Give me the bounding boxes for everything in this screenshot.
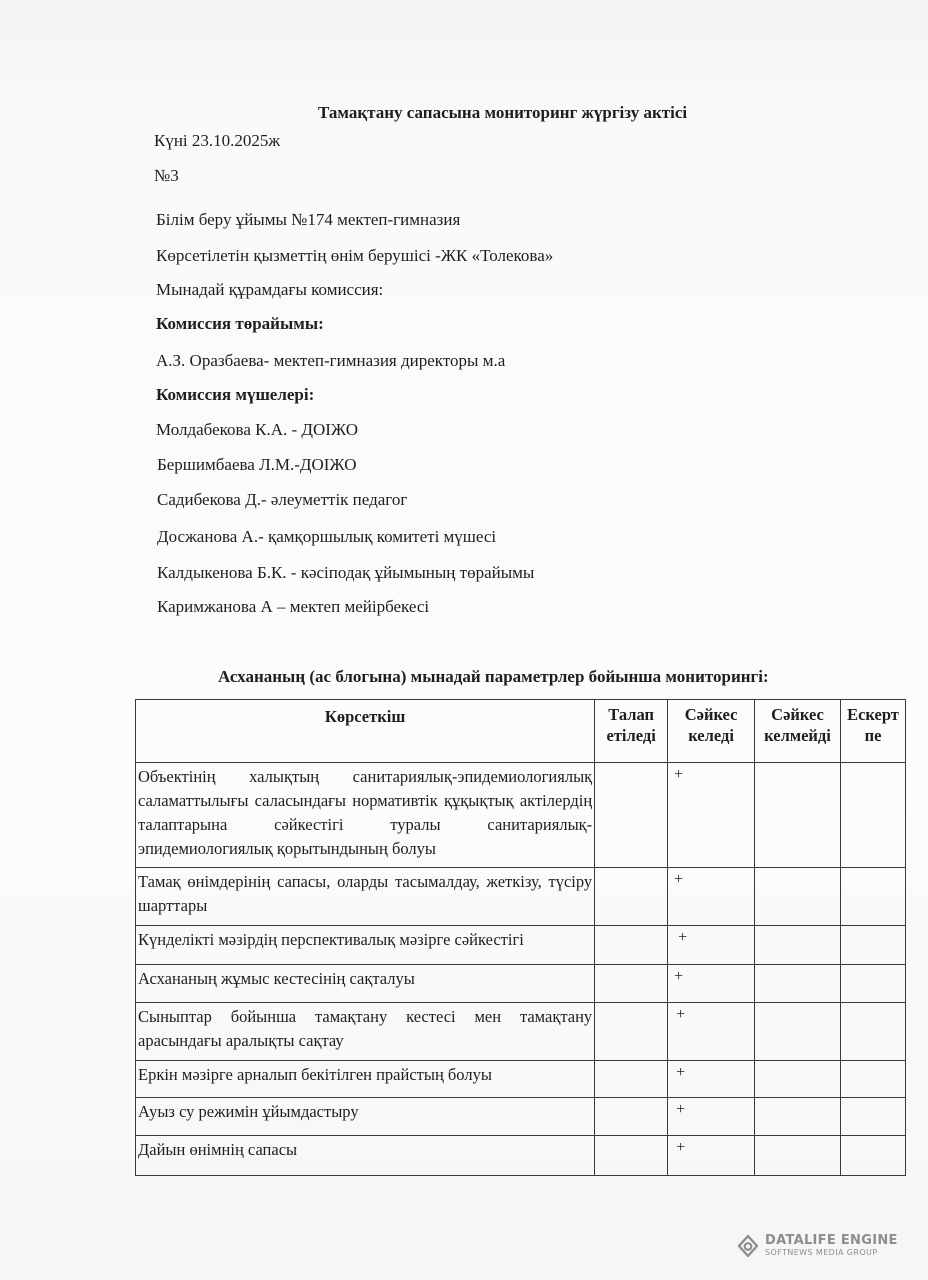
indicator-cell: Асхананың жұмыс кестесінің сақталуы <box>136 965 595 1003</box>
watermark-subtitle: SOFTNEWS MEDIA GROUP <box>765 1248 878 1257</box>
indicator-cell: Еркін мәзірге арналып бекітілген прайстың болуы <box>136 1061 595 1098</box>
member-item: Калдыкенова Б.К. - кәсіподақ ұйымының төрайымы <box>157 563 535 582</box>
indicator-cell: Ауыз су режимін ұйымдастыру <box>136 1098 595 1136</box>
required-cell <box>595 965 668 1003</box>
not-complies-cell <box>755 1061 841 1098</box>
note-cell <box>840 926 905 965</box>
provider-line: Көрсетілетін қызметтің өнім берушісі -ЖК «Толекова» <box>156 246 554 265</box>
not-complies-cell <box>755 1098 841 1136</box>
note-cell <box>840 1098 905 1136</box>
required-cell <box>595 1061 668 1098</box>
complies-cell: + <box>668 1061 755 1098</box>
required-cell <box>595 1098 668 1136</box>
chair-heading: Комиссия төрайымы: <box>156 314 324 333</box>
member-item: Садибекова Д.- әлеуметтік педагог <box>157 490 408 509</box>
table-caption: Асхананың (ас блогына) мынадай параметрлер бойынша мониторингі: <box>218 667 769 686</box>
complies-cell: + <box>668 763 755 868</box>
complies-cell: + <box>668 965 755 1003</box>
not-complies-cell <box>755 926 841 965</box>
table-row <box>136 1003 906 1061</box>
member-item: Каримжанова А – мектеп мейірбекесі <box>157 597 430 616</box>
header-not-complies: Сәйкес келмейді <box>755 700 841 763</box>
not-complies-cell <box>755 763 841 868</box>
complies-cell: + <box>668 1136 755 1176</box>
organization-line: Білім беру ұйымы №174 мектеп-гимназия <box>156 210 461 229</box>
table-row <box>136 1061 906 1098</box>
table-row <box>136 763 906 868</box>
member-item: Молдабекова К.А. - ДОІЖО <box>156 420 359 439</box>
document-title: Тамақтану сапасына мониторинг жүргізу актісі <box>318 103 688 122</box>
indicator-cell: Сыныптар бойынша тамақтану кестесі мен тамақтану арасындағы аралықты сақтау <box>136 1003 595 1061</box>
table-row <box>136 965 906 1003</box>
members-heading: Комиссия мүшелері: <box>156 385 315 404</box>
note-cell <box>840 1003 905 1061</box>
required-cell <box>595 926 668 965</box>
header-note: Ескерт пе <box>840 700 905 763</box>
note-cell <box>840 1136 905 1176</box>
required-cell <box>595 763 668 868</box>
act-number: №3 <box>154 166 179 185</box>
required-cell <box>595 868 668 926</box>
header-required: Талап етіледі <box>595 700 668 763</box>
header-indicator: Көрсеткіш <box>136 700 595 763</box>
not-complies-cell <box>755 868 841 926</box>
indicator-cell: Объектінің халықтың санитариялық-эпидемиологиялық саламаттылығы саласындағы нормативтік құқықтық актілердің талаптарына сәйкестігі туралы санитариялық-эпидемиологиялық қорытындының болуы <box>136 763 595 868</box>
commission-intro: Мынадай құрамдағы комиссия: <box>156 280 384 299</box>
date-line: Күні 23.10.2025ж <box>154 131 281 150</box>
complies-cell: + <box>668 1098 755 1136</box>
note-cell <box>840 763 905 868</box>
monitoring-table <box>135 699 906 1176</box>
table-row <box>136 868 906 926</box>
table-row <box>136 1098 906 1136</box>
required-cell <box>595 1136 668 1176</box>
note-cell <box>840 965 905 1003</box>
note-cell <box>840 868 905 926</box>
table-row <box>136 926 906 965</box>
chair-line: А.З. Оразбаева- мектеп-гимназия директоры м.а <box>156 351 506 370</box>
note-cell <box>840 1061 905 1098</box>
header-complies: Сәйкес келеді <box>668 700 755 763</box>
not-complies-cell <box>755 1003 841 1061</box>
watermark <box>736 1234 898 1258</box>
not-complies-cell <box>755 1136 841 1176</box>
required-cell <box>595 1003 668 1061</box>
indicator-cell: Дайын өнімнің сапасы <box>136 1136 595 1176</box>
not-complies-cell <box>755 965 841 1003</box>
watermark-name: DATALIFE ENGINE <box>765 1233 898 1248</box>
complies-cell: + <box>668 926 755 965</box>
complies-cell: + <box>668 868 755 926</box>
indicator-cell: Күнделікті мәзірдің перспективалық мәзірге сәйкестігі <box>136 926 595 965</box>
member-item: Бершимбаева Л.М.-ДОІЖО <box>157 455 357 474</box>
indicator-cell: Тамақ өнімдерінің сапасы, оларды тасымалдау, жеткізу, түсіру шарттары <box>136 868 595 926</box>
table-row <box>136 1136 906 1176</box>
datalife-logo-icon <box>736 1234 760 1258</box>
table-header-row <box>136 700 906 763</box>
member-item: Досжанова А.- қамқоршылық комитеті мүшесі <box>157 527 497 546</box>
complies-cell: + <box>668 1003 755 1061</box>
